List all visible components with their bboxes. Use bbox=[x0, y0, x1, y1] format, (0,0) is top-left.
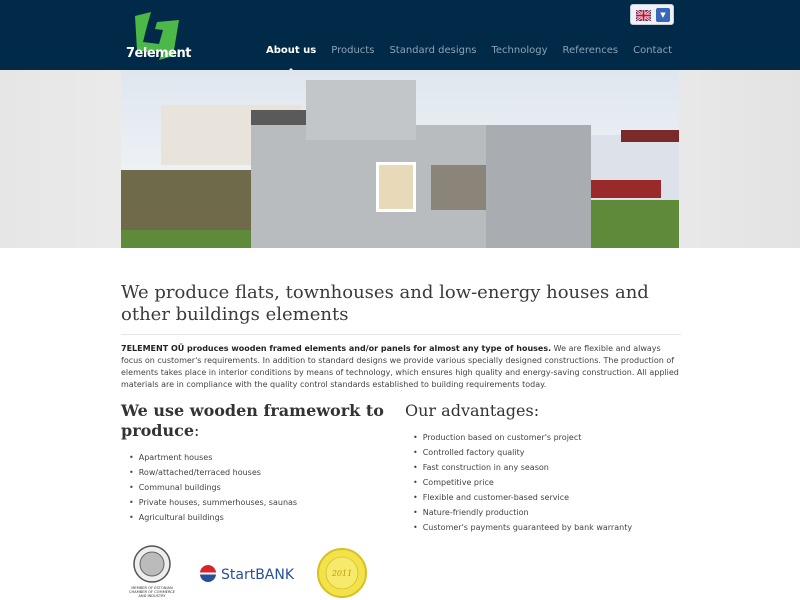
svg-text:AND INDUSTRY: AND INDUSTRY bbox=[138, 594, 166, 598]
advantages-heading: Our advantages: bbox=[405, 401, 540, 420]
svg-text:2011: 2011 bbox=[331, 569, 353, 578]
list-item: • Row/attached/terraced houses bbox=[129, 465, 391, 480]
list-item: • Apartment houses bbox=[129, 450, 391, 465]
advantages-section bbox=[405, 401, 685, 535]
intro-text: We are flexible and always focus on customer's requirements. In addition to standard designs we provide various specially designed constructions. The production of elements takes place in interior conditions by means of technology, which ensures high quality and energy-saving construction. All applied materials are in compliance with the quality control standards established to building requirements today. bbox=[121, 344, 679, 389]
list-item: • Private houses, summerhouses, saunas bbox=[129, 495, 391, 510]
advantages-list bbox=[413, 430, 685, 535]
startbank-wordmark: StartBANK bbox=[221, 567, 295, 583]
svg-text:CHAMBER OF COMMERCE: CHAMBER OF COMMERCE bbox=[128, 590, 176, 594]
chamber-of-commerce-logo[interactable] bbox=[129, 546, 176, 598]
successful-company-seal[interactable] bbox=[318, 549, 366, 597]
framework-section bbox=[121, 401, 391, 525]
nav-technology[interactable]: Technology bbox=[491, 45, 548, 56]
nav-contact[interactable]: Contact bbox=[633, 45, 672, 56]
header bbox=[0, 0, 800, 70]
intro-bold: 7ELEMENT OÜ produces wooden framed elements and/or panels for almost any type of houses. bbox=[121, 344, 552, 353]
svg-text:MEMBER OF ESTONIAN: MEMBER OF ESTONIAN bbox=[131, 586, 173, 590]
intro-paragraph bbox=[121, 343, 681, 391]
list-item: • Controlled factory quality bbox=[413, 445, 685, 460]
partner-logos bbox=[120, 543, 390, 600]
language-selector[interactable] bbox=[630, 4, 674, 25]
list-item: • Production based on customer's project bbox=[413, 430, 685, 445]
list-item: • Flexible and customer-based service bbox=[413, 490, 685, 505]
nav-standard-designs[interactable]: Standard designs bbox=[389, 45, 477, 56]
framework-heading-bold: We use wooden framework to produce bbox=[121, 401, 384, 440]
list-item: • Agricultural buildings bbox=[129, 510, 391, 525]
hero-image bbox=[121, 70, 679, 248]
nav-products[interactable]: Products bbox=[331, 45, 375, 56]
nav-references[interactable]: References bbox=[562, 45, 619, 56]
list-item: • Customer's payments guaranteed by bank warranty bbox=[413, 520, 685, 535]
page-title: We produce flats, townhouses and low-energy houses and other buildings elements bbox=[121, 282, 681, 335]
framework-list bbox=[129, 450, 391, 525]
main-nav bbox=[266, 45, 672, 56]
list-item: • Communal buildings bbox=[129, 480, 391, 495]
list-item: • Nature-friendly production bbox=[413, 505, 685, 520]
chevron-down-icon[interactable]: ▼ bbox=[656, 8, 670, 22]
framework-heading-colon: : bbox=[194, 421, 200, 440]
framework-heading bbox=[121, 401, 391, 441]
list-item: • Fast construction in any season bbox=[413, 460, 685, 475]
startbank-logo[interactable] bbox=[200, 565, 295, 583]
list-item: • Competitive price bbox=[413, 475, 685, 490]
uk-flag-icon bbox=[636, 10, 651, 21]
nav-about-us[interactable]: About us bbox=[266, 45, 317, 56]
logo-text[interactable]: 7element bbox=[126, 46, 191, 61]
